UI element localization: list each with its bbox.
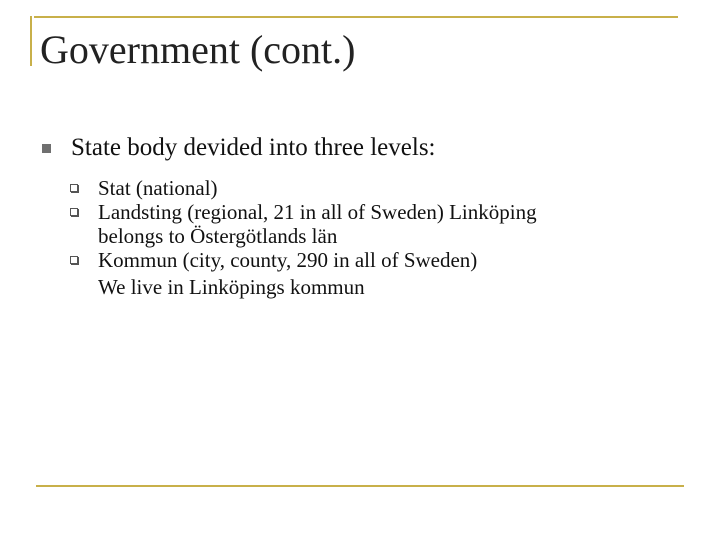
footer-rule xyxy=(36,485,684,487)
title-top-rule xyxy=(34,16,678,18)
hollow-square-bullet-icon xyxy=(70,184,78,192)
hollow-square-bullet-icon xyxy=(70,256,78,264)
sub-bullet-item xyxy=(70,248,670,272)
main-bullet-text: State body devided into three levels: xyxy=(71,134,436,161)
sub-bullet-list xyxy=(70,176,670,302)
sub-bullet-text: Landsting (regional, 21 in all of Sweden) Linköping xyxy=(98,200,537,224)
sub-bullet-item xyxy=(70,176,670,200)
square-bullet-icon xyxy=(42,144,51,153)
title-vertical-rule xyxy=(30,16,32,66)
slide-title: Government (cont.) xyxy=(40,27,356,72)
sub-bullet-text: Kommun (city, county, 290 in all of Sweden) xyxy=(98,248,478,272)
sub-bullet-text-continued: belongs to Östergötlands län xyxy=(98,224,338,248)
hollow-square-bullet-icon xyxy=(70,208,78,216)
sub-bullet-text: Stat (national) xyxy=(98,176,218,200)
sub-bullet-item xyxy=(70,200,670,248)
continuation-text: We live in Linköpings kommun xyxy=(98,275,365,299)
